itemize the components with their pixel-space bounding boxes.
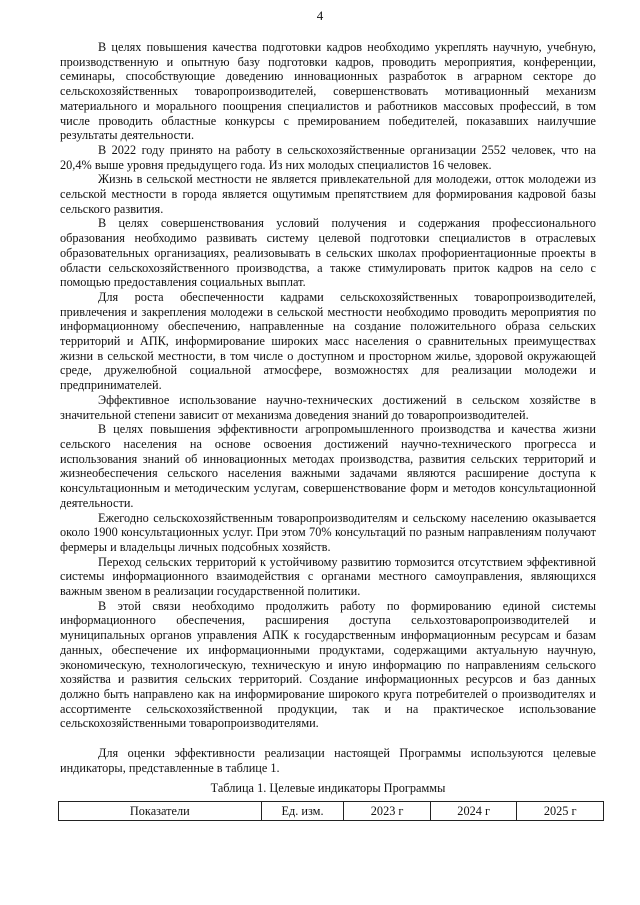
paragraph: В целях совершенствования условий получения и содержания профессионального образования необходимо развивать систему целевой подготовки специалистов в отраслевых образовательных организациях, реализовывать в сельских школах профориентационные проекты в области сельскохозяйственного производства, а также стимулировать приток кадров на село с помощью предоставления социальных выплат.: [60, 216, 596, 290]
column-header-2024: 2024 г: [430, 802, 517, 821]
paragraph: Переход сельских территорий к устойчивому развитию тормозится отсутствием эффективной системы информационного взаимодействия с органами местного самоуправления, являющихся важным звеном в реализации государственной политики.: [60, 554, 596, 599]
paragraph: Для оценки эффективности реализации настоящей Программы используются целевые индикаторы, представленные в таблице 1.: [60, 746, 596, 775]
indicators-table: [58, 801, 604, 821]
table-caption: Таблица 1. Целевые индикаторы Программы: [210, 781, 446, 796]
column-header-indicators: Показатели: [59, 802, 262, 821]
paragraph: Для роста обеспеченности кадрами сельскохозяйственных товаропроизводителей, привлечения и закрепления молодежи в сельской местности необходимо проводить мероприятия по информационному обеспечению, направленные на создание положительного образа сельских территорий и АПК, информирование широких масс населения о сравнительных преимуществах жизни в сельской местности, в том числе о доступном и просторном жилье, здоровой окружающей среде, дружелюбной социальной атмосфере, возможностях для реализации молодежи и предпринимателей.: [60, 289, 596, 393]
paragraph: Ежегодно сельскохозяйственным товаропроизводителям и сельскому населению оказывается около 1900 консультационных услуг. При этом 70% консультаций по разным направлениям получают фермеры и владельцы личных подсобных хозяйств.: [60, 510, 596, 554]
paragraph: В этой связи необходимо продолжить работу по формированию единой системы информационного обеспечения, расширения доступа сельхозтоваропроизводителей и муниципальных органов управления АПК к государственным информационным ресурсам и базам данных, обеспечение их информационными продуктами, содержащими актуальную научную, экономическую, технологическую, техническую и иную информацию по направлениям сельского хозяйства и развития сельских территорий. Создание информационных ресурсов и баз данных должно быть направлено как на информирование широкого круга потребителей о производителях и ассортименте сельскохозяйственной продукции, так и на практическое использование сельскохозяйственными товаропроизводителями.: [60, 598, 596, 731]
paragraph: В целях повышения эффективности агропромышленного производства и качества жизни сельского населения на основе освоения достижений научно-технического прогресса и использования знаний об инновационных методах производства, развития сельских территорий и жизнеобеспечения сельского населения важными задачами являются расширение доступа к консультационным и методическим услугам, совершенствование форм и методов консультационной деятельности.: [60, 422, 596, 510]
document-body: [60, 40, 596, 821]
paragraph: В 2022 году принято на работу в сельскохозяйственные организации 2552 человек, что на 20,4% выше уровня предыдущего года. Из них молодых специалистов 16 человек.: [60, 142, 596, 172]
paragraph: В целях повышения качества подготовки кадров необходимо укреплять научную, учебную, производственную и опытную базу подготовки кадров, проводить мероприятия, конференции, семинары, способствующие доведению инновационных разработок в аграрном секторе до сельскохозяйственных товаропроизводителей, совершенствовать мотивационный механизм материального и морального поощрения специалистов и работников массовых профессий, в том числе проводить областные конкурсы с премированием победителей, показавших наилучшие результаты деятельности.: [60, 40, 596, 143]
page-number: 4: [316, 8, 324, 23]
paragraph: Жизнь в сельской местности не является привлекательной для молодежи, отток молодежи из сельской местности в города является ощутимым препятствием для формирования кадровой базы сельского развития.: [60, 172, 596, 216]
column-header-2023: 2023 г: [344, 802, 431, 821]
column-header-unit: Ед. изм.: [261, 802, 344, 821]
paragraph: Эффективное использование научно-технических достижений в сельском хозяйстве в значительной степени зависит от механизма доведения знаний до товаропроизводителей.: [60, 392, 596, 422]
column-header-2025: 2025 г: [517, 802, 604, 821]
table-header-row: [59, 802, 604, 821]
